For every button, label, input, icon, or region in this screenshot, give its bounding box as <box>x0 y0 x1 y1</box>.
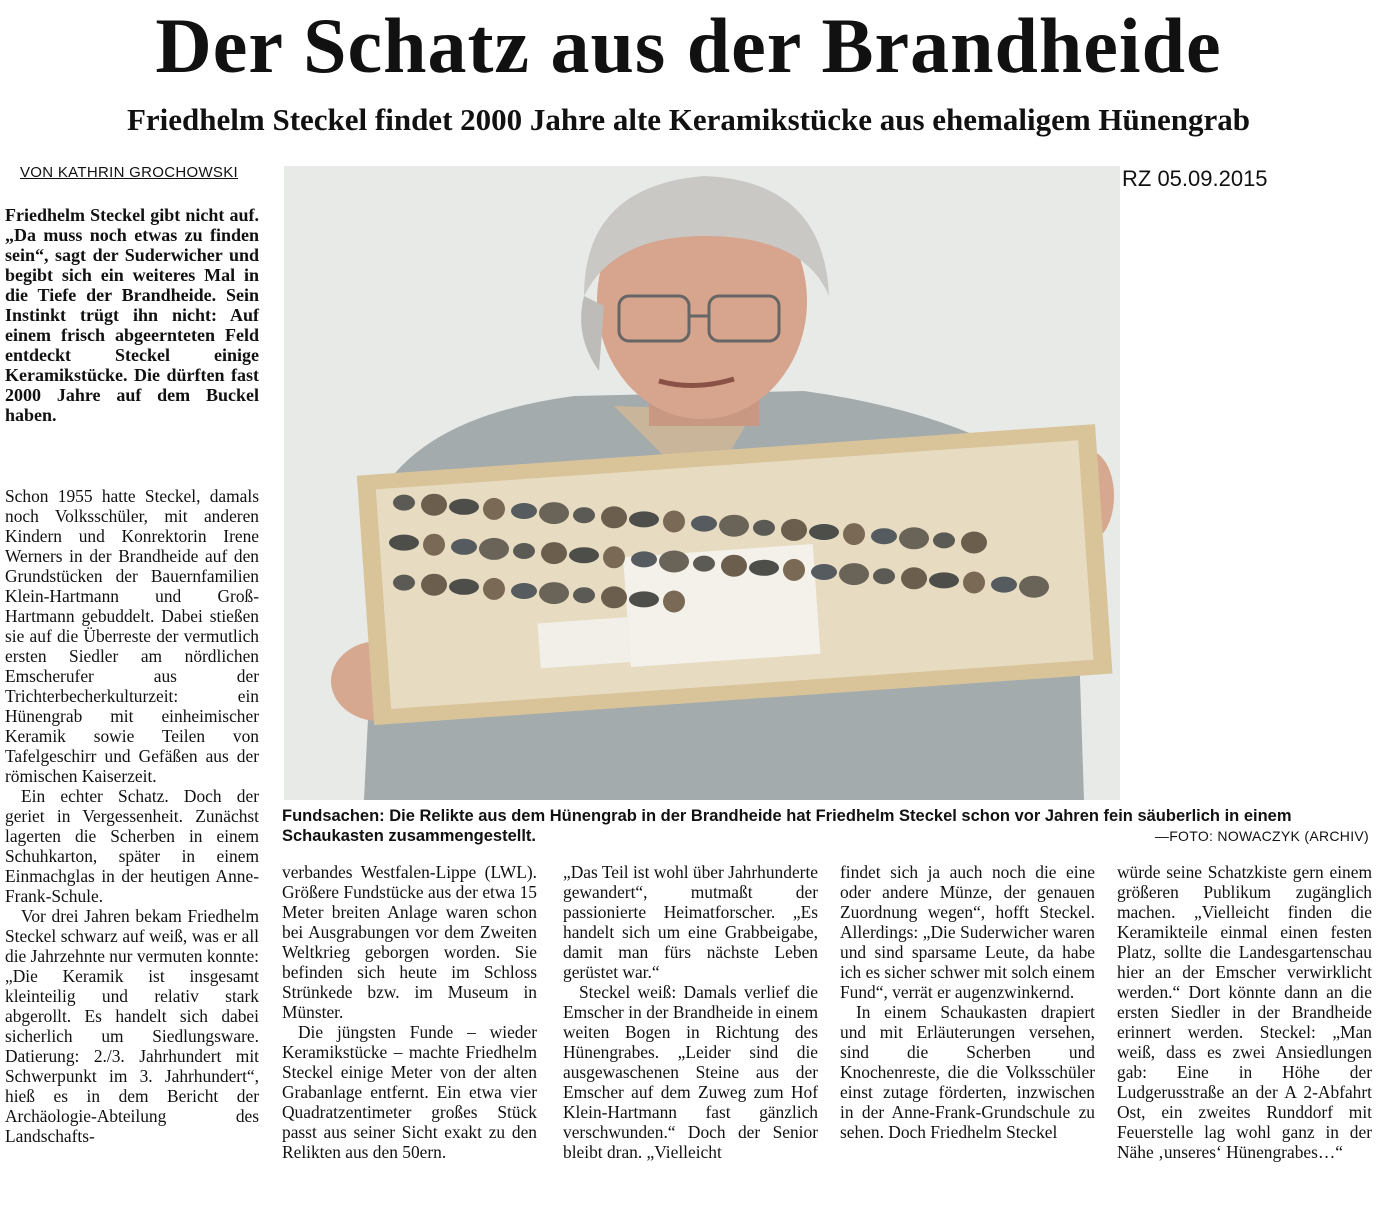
ceramic-shard <box>929 572 959 588</box>
ceramic-shard <box>663 511 685 533</box>
photo-credit: —FOTO: NOWACZYK (ARCHIV) <box>1154 828 1369 844</box>
ceramic-shard <box>449 579 479 595</box>
ceramic-shard <box>933 532 955 548</box>
ceramic-shard <box>393 575 415 591</box>
ceramic-shard <box>483 578 505 600</box>
ceramic-shard <box>991 577 1017 593</box>
lead-paragraph: Friedhelm Steckel gibt nicht auf. „Da muss noch etwas zu finden sein“, sagt der Suderwicher und begibt sich ein weiteres Mal in die Tiefe der Brandheide. Sein Instinkt trügt ihn nicht: Auf einem frisch abgeernteten Feld entdeckt Steckel einige Keramikstücke. Die dürften fast 2000 Jahre auf dem Buckel haben. <box>5 205 259 425</box>
article-column-5 <box>1117 862 1372 1162</box>
ceramic-shard <box>569 547 599 563</box>
ceramic-shard <box>483 498 505 520</box>
ceramic-shard <box>539 582 569 604</box>
ceramic-shard <box>811 564 837 580</box>
body-paragraph: Vor drei Jahren bekam Friedhelm Steckel schwarz auf weiß, was er all die Jahrzehnte nur vermuten konnte: „Die Keramik ist insgesamt kleinteilig und relativ stark abgerollt. Es handelt sich dabei sicherlich um Siedlungsware. Datierung: 2./3. Jahrhundert mit Schwerpunkt im 3. Jahrhundert“, hieß es in dem Bericht der Archäologie-Abteilung des Landschafts- <box>5 906 260 1146</box>
ceramic-shard <box>659 551 689 573</box>
ceramic-shard <box>839 563 869 585</box>
photo-caption: Fundsachen: Die Relikte aus dem Hünengrab in der Brandheide hat Friedhelm Steckel schon vor Jahren fein säuberlich in einem Schaukasten zusammengestellt. <box>282 807 1292 845</box>
ceramic-shard <box>573 587 595 603</box>
ceramic-shard <box>961 532 987 554</box>
ceramic-shard <box>511 583 537 599</box>
ceramic-shard <box>603 546 625 568</box>
body-paragraph: In einem Schaukasten drapiert und mit Erläuterungen versehen, sind die Scherben und Knochenreste, die die Volksschüler einst zutage förderten, inzwischen in der Anne-Frank-Grundschule zu sehen. Doch Friedhelm Steckel <box>840 1002 1095 1142</box>
ceramic-shard <box>601 586 627 608</box>
ceramic-shard <box>601 506 627 528</box>
ceramic-shard <box>479 538 509 560</box>
ceramic-shard <box>809 524 839 540</box>
article-column-1 <box>5 486 259 1146</box>
ceramic-shard <box>901 567 927 589</box>
body-paragraph: Steckel weiß: Damals verlief die Emscher in der Brandheide in einem weiten Bogen in Richtung des Hünengrabes. „Leider sind die ausgewaschenen Steine aus der Emscher auf dem Zuweg zum Hof Klein-Hartmann fast gänzlich verschwunden.“ Doch der Senior bleibt dran. „Vielleicht <box>563 982 818 1162</box>
ceramic-shard <box>691 516 717 532</box>
photo-man-with-showcase <box>284 166 1120 800</box>
body-paragraph: findet sich ja auch noch die eine oder andere Münze, der genauen Zuordnung wegen“, hofft Steckel. Allerdings: „Die Suderwicher waren und sind sparsame Leute, da habe ich es sicher schwer mit solch einem Fund“, verrät er augenzwinkernd. <box>840 862 1095 1002</box>
ceramic-shard <box>541 542 567 564</box>
article-photo <box>284 166 1120 800</box>
ceramic-shard <box>753 520 775 536</box>
ceramic-shard <box>511 503 537 519</box>
body-paragraph: verbandes Westfalen-Lippe (LWL). Größere Fundstücke aus der etwa 15 Meter breiten Anlage waren schon bei Ausgrabungen vor dem Zweiten Weltkrieg geborgen worden. Sie befinden sich heute im Schloss Strünkede bzw. im Museum in Münster. <box>282 862 537 1022</box>
ceramic-shard <box>693 556 715 572</box>
byline: VON KATHRIN GROCHOWSKI <box>20 164 238 181</box>
ceramic-shard <box>873 568 895 584</box>
ceramic-shard <box>449 499 479 515</box>
ceramic-shard <box>573 507 595 523</box>
body-paragraph: Die jüngsten Funde – wieder Keramikstücke – machte Friedhelm Steckel einige Meter von der alten Grabanlage entfernt. Ein etwa vier Quadratzentimeter großes Stück passt aus seiner Sicht exakt zu den Relikten aus den 50ern. <box>282 1022 537 1162</box>
subheadline: Friedhelm Steckel findet 2000 Jahre alte Keramikstücke aus ehemaligem Hünengrab <box>126 102 1251 137</box>
body-paragraph: würde seine Schatzkiste gern einem größeren Publikum zugänglich machen. „Vielleicht finden die Keramikteile einmal einen festen Platz, sollte die Landesgartenschau hier an der Emscher verwirklicht werden.“ Dort könnte dann an die ersten Siedler in der Brandheide erinnert werden. Steckel: „Man weiß, dass es zwei Ansiedlungen gab: Eine in Höhe der Ludgerusstraße an der A 2-Abfahrt Ost, ein zweites Runddorf mit Feuerstelle lag wohl ganz in der Nähe ‚unseres‘ Hünengrabes…“ <box>1117 862 1372 1162</box>
dateline: RZ 05.09.2015 <box>1122 166 1268 191</box>
ceramic-shard <box>629 511 659 527</box>
body-paragraph: „Das Teil ist wohl über Jahrhunderte gewandert“, mutmaßt der passionierte Heimatforscher. „Es handelt sich um eine Grabbeigabe, damit man fürs nächste Leben gerüstet war.“ <box>563 862 818 982</box>
ceramic-shard <box>843 523 865 545</box>
ceramic-shard <box>393 495 415 511</box>
ceramic-shard <box>749 560 779 576</box>
ceramic-shard <box>423 534 445 556</box>
ceramic-shard <box>783 559 805 581</box>
ceramic-shard <box>629 591 659 607</box>
ceramic-shard <box>389 535 419 551</box>
ceramic-shard <box>663 591 685 613</box>
body-paragraph: Schon 1955 hatte Steckel, damals noch Volksschüler, mit anderen Kindern und Konrektorin Irene Werners in der Brandheide auf den Grundstücken der Bauernfamilien Klein-Hartmann und Groß-Hartmann gebuddelt. Dabei stießen sie auf die Überreste der vermutlich ersten Siedler am nördlichen Emscherufer aus der Trichterbecherkulturzeit: ein Hünengrab mit einheimischer Keramik sowie Teilen von Tafelgeschirr und Gefäßen aus der römischen Kaiserzeit. <box>5 486 259 786</box>
ceramic-shard <box>451 539 477 555</box>
ceramic-shard <box>899 527 929 549</box>
ceramic-shard <box>719 515 749 537</box>
headline: Der Schatz aus der Brandheide <box>155 2 1222 89</box>
ceramic-shard <box>963 572 985 594</box>
ceramic-shard <box>539 502 569 524</box>
ceramic-shard <box>871 528 897 544</box>
ceramic-shard <box>513 543 535 559</box>
article-column-3 <box>563 862 818 1162</box>
ceramic-shard <box>721 555 747 577</box>
ceramic-shard <box>1019 576 1049 598</box>
ceramic-shard <box>781 519 807 541</box>
ceramic-shard <box>421 574 447 596</box>
article-column-2 <box>282 862 537 1162</box>
ceramic-shard <box>421 494 447 516</box>
body-paragraph: Ein echter Schatz. Doch der geriet in Vergessenheit. Zunächst lagerten die Scherben in einem Schuhkarton, später in einem Einmachglas in der heutigen Anne-Frank-Schule. <box>5 786 259 906</box>
article-column-4 <box>840 862 1095 1142</box>
ceramic-shard <box>631 551 657 567</box>
